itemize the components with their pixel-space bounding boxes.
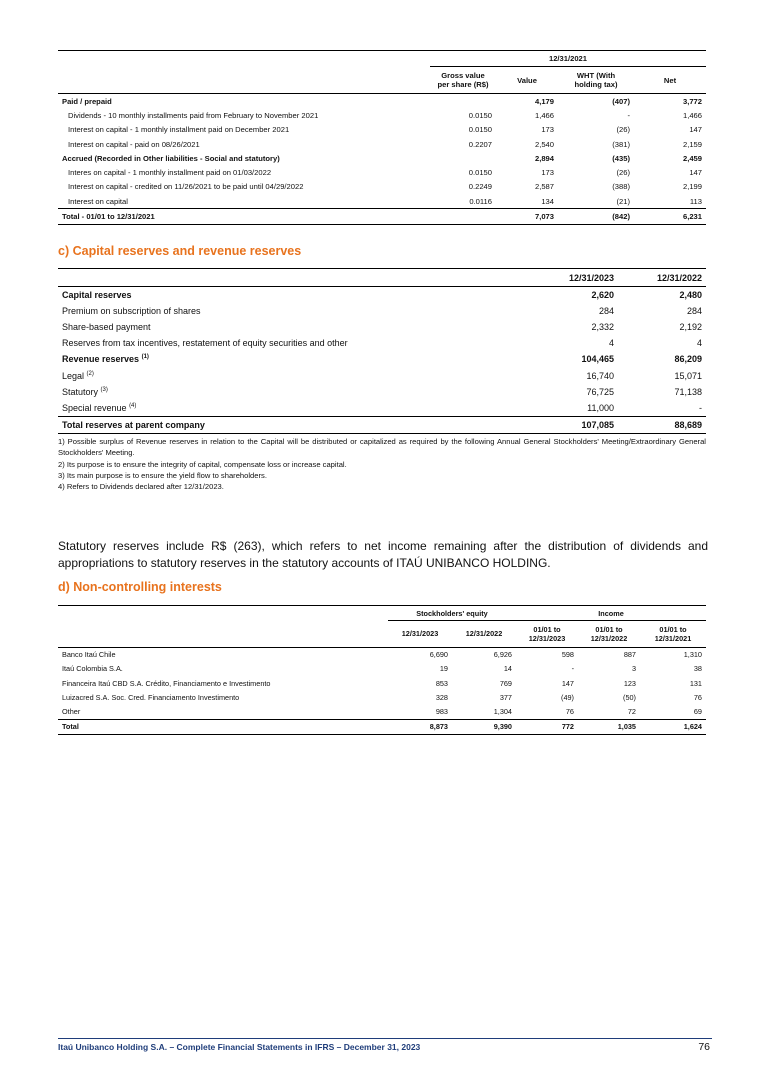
- dividends-row: [58, 180, 706, 194]
- row-label: Interes on capital - 1 monthly installment paid on 01/03/2022: [68, 168, 272, 178]
- nci-e1: 853: [435, 678, 448, 688]
- eq-2022-header: 12/31/2022: [465, 629, 503, 639]
- inc-2022-header: 01/01 to 12/31/2022: [590, 624, 628, 643]
- statutory-paragraph: Statutory reserves include R$ (263), which refers to net income remaining after the distribution of dividends and appropriations to statutory reserves in the statutory accounts of ITAÚ UNIBANCO HOLDING.: [58, 539, 708, 570]
- col-wht-header: WHT (With holding tax): [574, 71, 618, 89]
- reserves-row: [58, 319, 706, 335]
- equity-group-header: Stockholders' equity: [388, 606, 516, 621]
- footer-divider: [58, 1038, 712, 1039]
- row-gross: 0.0150: [468, 168, 492, 178]
- nci-entity: Itaú Colombia S.A.: [62, 664, 123, 674]
- nci-row: [58, 676, 706, 690]
- reserves-2023: 2,620: [591, 290, 614, 301]
- nci-entity: Banco Itaú Chile: [62, 650, 116, 660]
- total-value: 7,073: [534, 212, 554, 222]
- reserves-row: [58, 351, 706, 367]
- reserves-2023: 104,465: [581, 354, 614, 365]
- nci-i1: 147: [561, 678, 574, 688]
- row-value: 2,587: [534, 182, 554, 192]
- capital-reserves-body: [58, 287, 706, 417]
- nci-entity: Other: [62, 707, 81, 717]
- nci-e2: 1,304: [493, 707, 512, 717]
- note-3: 3) Its main purpose is to ensure the yield flow to shareholders.: [58, 470, 267, 480]
- row-label: Dividends - 10 monthly installments paid from February to November 2021: [68, 110, 319, 120]
- inc-2021-header: 01/01 to 12/31/2021: [654, 624, 692, 643]
- reserves-row-label: Reserves from tax incentives, restatement of equity securities and other: [62, 338, 348, 349]
- nci-i2: 123: [623, 678, 636, 688]
- reserves-2022: 2,192: [679, 322, 702, 333]
- nci-e2: 14: [503, 664, 512, 674]
- nci-e2: 6,926: [493, 650, 512, 660]
- row-net: 2,199: [682, 182, 702, 192]
- total-label: Total - 01/01 to 12/31/2021: [62, 212, 155, 222]
- reserves-row-label: Revenue reserves $^{(1)}$: [62, 354, 149, 365]
- nci-i2: 72: [627, 707, 636, 717]
- reserves-row-label: Premium on subscription of shares: [62, 306, 201, 317]
- reserves-2022: 2,480: [679, 290, 702, 301]
- row-gross: 0.0150: [468, 110, 492, 120]
- dividends-row: [58, 137, 706, 151]
- col-2023-header: 12/31/2023: [568, 272, 614, 283]
- period-header: 12/31/2021: [430, 51, 706, 67]
- reserves-2022: 284: [686, 306, 702, 317]
- reserves-2022: 15,071: [674, 370, 702, 381]
- row-label: Accrued (Recorded in Other liabilities - Social and statutory): [62, 153, 280, 163]
- reserves-row-label: Legal $^{(2)}$: [62, 370, 94, 381]
- reserves-2023: 2,332: [591, 322, 614, 333]
- footer-text: Itaú Unibanco Holding S.A. – Complete Financial Statements in IFRS – December 31, 2023: [58, 1042, 421, 1052]
- row-net: 1,466: [682, 110, 702, 120]
- row-net: 147: [689, 168, 702, 178]
- nci-total-label: Total: [62, 722, 79, 732]
- reserves-total-2023: 107,085: [581, 419, 614, 430]
- col-gross-header: Gross value per share (R$): [437, 71, 489, 89]
- footnote-ref: (4): [129, 402, 137, 409]
- nci-e2: 377: [499, 692, 512, 702]
- capital-reserves-table: [58, 268, 706, 434]
- reserves-2023: 76,725: [586, 386, 614, 397]
- nci-row: [58, 704, 706, 719]
- row-net: 2,159: [682, 139, 702, 149]
- reserves-notes: [58, 436, 706, 492]
- reserves-row: [58, 384, 706, 400]
- nci-i3: 38: [693, 664, 702, 674]
- row-value: 173: [541, 125, 554, 135]
- row-gross: 0.0150: [468, 125, 492, 135]
- row-gross: 0.0116: [469, 196, 492, 206]
- reserves-row-label: Share-based payment: [62, 322, 151, 333]
- dividends-row: [58, 194, 706, 209]
- dividends-row: [58, 108, 706, 122]
- row-wht: (381): [612, 139, 630, 149]
- row-wht: (407): [612, 96, 630, 106]
- row-value: 4,179: [534, 96, 554, 106]
- dividends-row: [58, 165, 706, 179]
- nci-e1: 19: [439, 664, 448, 674]
- nci-i1: 598: [561, 650, 574, 660]
- reserves-2023: 284: [598, 306, 614, 317]
- row-wht: (21): [616, 196, 630, 206]
- nci-i1: -: [571, 664, 574, 674]
- nci-e1: 983: [435, 707, 448, 717]
- nci-e2: 769: [499, 678, 512, 688]
- reserves-row: [58, 303, 706, 319]
- note-2: 2) Its purpose is to ensure the integrity of capital, compensate loss or increase capital.: [58, 459, 347, 469]
- page-number: 76: [698, 1041, 710, 1053]
- row-label: Paid / prepaid: [62, 96, 112, 106]
- nci-i3: 131: [689, 678, 702, 688]
- col-value-header: Value: [517, 75, 537, 85]
- reserves-row: [58, 367, 706, 383]
- row-wht: (435): [612, 153, 630, 163]
- dividends-row: [58, 151, 706, 165]
- footnote-ref: (1): [141, 354, 149, 361]
- col-2022-header: 12/31/2022: [656, 272, 702, 283]
- reserves-2023: 4: [608, 338, 614, 349]
- reserves-row-label: Special revenue $^{(4)}$: [62, 402, 137, 413]
- row-wht: -: [627, 110, 630, 120]
- reserves-2022: 71,138: [674, 386, 702, 397]
- nci-e1: 6,690: [429, 650, 448, 660]
- footnote-ref: (3): [100, 386, 108, 393]
- nci-total-row: Total 8,873 9,390 772 1,035 1,624: [58, 719, 706, 734]
- total-wht: (842): [612, 212, 630, 222]
- reserves-row-label: Capital reserves: [62, 290, 132, 301]
- row-gross: [430, 151, 496, 165]
- nci-row: [58, 662, 706, 676]
- row-wht: (388): [612, 182, 630, 192]
- reserves-total-label: Total reserves at parent company: [62, 419, 205, 430]
- non-controlling-table: [58, 605, 706, 735]
- reserves-row: [58, 287, 706, 304]
- income-group-header: Income: [516, 606, 706, 621]
- row-label: Interest on capital - 1 monthly installment paid on December 2021: [68, 125, 290, 135]
- nci-entity: Luizacred S.A. Soc. Cred. Financiamento Investimento: [62, 692, 240, 702]
- row-wht: (26): [616, 168, 630, 178]
- footnote-ref: (2): [86, 370, 94, 377]
- dividends-row: [58, 94, 706, 109]
- row-net: 3,772: [682, 96, 702, 106]
- eq-2023-header: 12/31/2023: [401, 629, 439, 639]
- reserves-2022: -: [699, 402, 702, 413]
- reserves-row: [58, 400, 706, 417]
- nci-i2: 3: [631, 664, 636, 674]
- nci-e1: 328: [435, 692, 448, 702]
- note-1: 1) Possible surplus of Revenue reserves in relation to the Capital will be distributed or capitalized as required by the following Annual General Stockholders' Meeting/Extraordinary General Stockholders' Meeting.: [58, 437, 706, 458]
- reserves-2022: 4: [696, 338, 702, 349]
- inc-2023-header: 01/01 to 12/31/2023: [528, 624, 566, 643]
- row-wht: (26): [616, 125, 630, 135]
- reserves-2023: 16,740: [586, 370, 614, 381]
- reserves-row: [58, 335, 706, 351]
- row-net: 2,459: [682, 153, 702, 163]
- row-gross: [430, 94, 496, 109]
- nci-i1: 76: [565, 707, 574, 717]
- row-net: 147: [689, 125, 702, 135]
- reserves-total-row: [58, 416, 706, 433]
- section-d-heading: d) Non-controlling interests: [58, 580, 222, 594]
- section-c-heading: c) Capital reserves and revenue reserves: [58, 244, 302, 258]
- row-label: Interest on capital - credited on 11/26/2021 to be paid until 04/29/2022: [68, 182, 304, 192]
- row-value: 1,466: [534, 110, 554, 120]
- nci-row: [58, 690, 706, 704]
- total-net: 6,231: [682, 212, 702, 222]
- reserves-2023: 11,000: [587, 402, 614, 413]
- row-label: Interest on capital: [68, 196, 128, 206]
- nci-i3: 76: [693, 692, 702, 702]
- row-value: 2,894: [534, 153, 554, 163]
- nci-i3: 69: [693, 707, 702, 717]
- reserves-total-2022: 88,689: [674, 419, 702, 430]
- row-gross: 0.2207: [468, 139, 492, 149]
- nci-i1: (49): [561, 692, 574, 702]
- row-net: 113: [689, 196, 702, 206]
- reserves-2022: 86,209: [674, 354, 702, 365]
- col-net-header: Net: [663, 75, 677, 85]
- row-label: Interest on capital - paid on 08/26/2021: [68, 139, 200, 149]
- dividends-table-body: [58, 94, 706, 209]
- note-4: 4) Refers to Dividends declared after 12/31/2023.: [58, 482, 224, 492]
- row-value: 173: [541, 168, 554, 178]
- dividends-row: [58, 123, 706, 137]
- nci-i2: 887: [623, 650, 636, 660]
- dividends-total-row: [58, 209, 706, 224]
- dividends-table: [58, 50, 706, 225]
- row-value: 2,540: [534, 139, 554, 149]
- nci-row: [58, 647, 706, 662]
- reserves-row-label: Statutory $^{(3)}$: [62, 386, 108, 397]
- nci-i3: 1,310: [683, 650, 702, 660]
- nci-i2: (50): [623, 692, 636, 702]
- row-value: 134: [541, 196, 554, 206]
- non-controlling-body: [58, 647, 706, 719]
- nci-entity: Financeira Itaú CBD S.A. Crédito, Financiamento e Investimento: [62, 678, 271, 688]
- row-gross: 0.2249: [468, 182, 492, 192]
